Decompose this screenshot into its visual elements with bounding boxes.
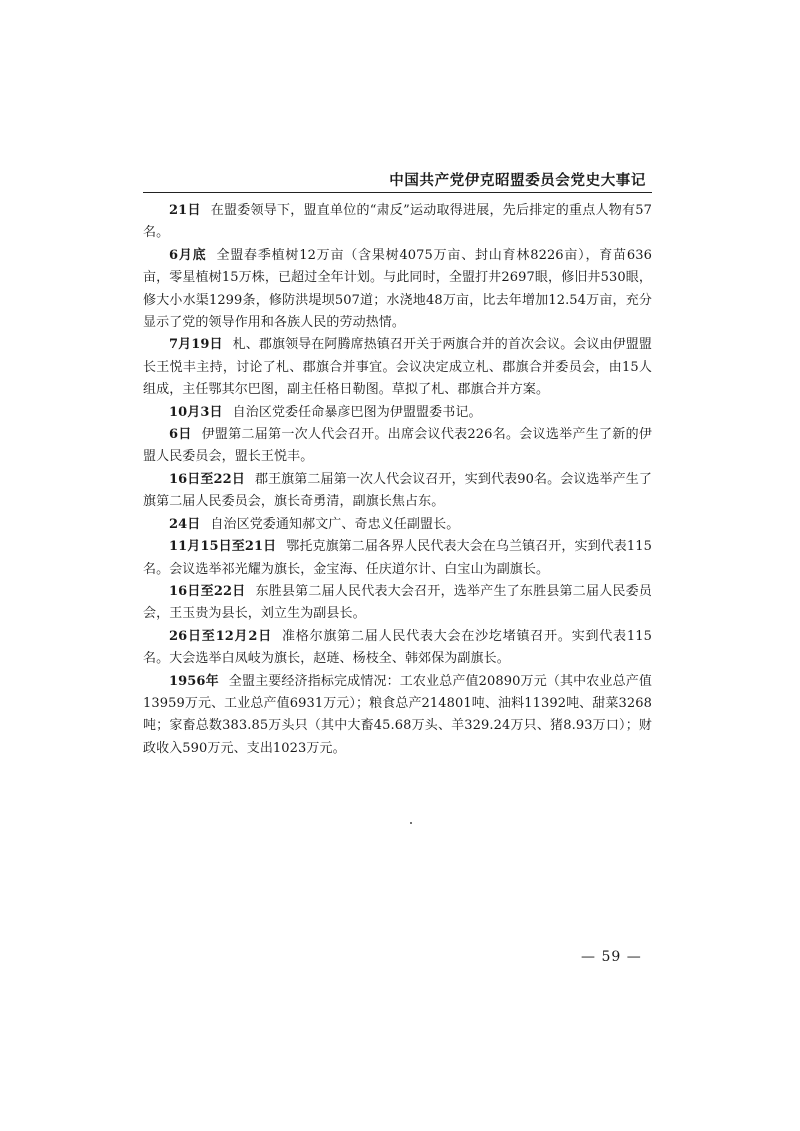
chronicle-entry <box>143 469 652 514</box>
entry-text: 在盟委领导下，盟直单位的“肃反”运动取得进展，先后排定的重点人物有57名。 <box>143 203 652 241</box>
chronicle-entry <box>143 514 652 536</box>
entry-date: 6月底 <box>169 247 207 263</box>
scan-speck <box>410 822 412 824</box>
entry-text: 自治区党委通知郝文广、奇忠义任副盟长。 <box>210 516 460 532</box>
running-header-title: 中国共产党伊克昭盟委员会党史大事记 <box>389 172 646 189</box>
chronicle-entry <box>143 581 652 626</box>
chronicle-body <box>143 200 652 760</box>
entry-date: 7月19日 <box>169 337 223 353</box>
running-header <box>143 166 652 193</box>
entry-date: 16日至22日 <box>169 583 246 599</box>
entry-date: 16日至22日 <box>169 471 245 487</box>
entry-text: 自治区党委任命暴彦巴图为伊盟盟委书记。 <box>232 404 482 420</box>
chronicle-entry <box>143 671 652 761</box>
page-number: — 59 — <box>581 949 642 965</box>
chronicle-entry <box>143 245 652 335</box>
entry-text: 札、郡旗领导在阿腾席热镇召开关于两旗合并的首次会议。会议由伊盟盟长王悦丰主持，讨论了札、郡旗合并事宜。会议决定成立札、郡旗合并委员会，由15人组成，主任鄂其尔巴图，副主任格日勒图。草拟了札、郡旗合并方案。 <box>143 337 652 398</box>
chronicle-entry <box>143 424 652 469</box>
entry-date: 26日至12月2日 <box>169 628 272 644</box>
chronicle-entry <box>143 200 652 245</box>
entry-text: 东胜县第二届人民代表大会召开，选举产生了东胜县第二届人民委员会，王玉贵为县长，刘立生为副县长。 <box>143 583 652 622</box>
entry-date: 24日 <box>169 516 201 532</box>
chronicle-entry <box>143 402 652 424</box>
entry-date: 1956年 <box>169 673 219 689</box>
entry-text: 伊盟第二届第一次人代会召开。出席会议代表226名。会议选举产生了新的伊盟人民委员会，盟长王悦丰。 <box>143 427 652 465</box>
entry-text: 鄂托克旗第二届各界人民代表大会在乌兰镇召开，实到代表115名。会议选举祁光耀为旗长，金宝海、任庆道尔计、白宝山为副旗长。 <box>143 539 652 577</box>
entry-text: 准格尔旗第二届人民代表大会在沙圪堵镇召开。实到代表115名。大会选举白凤岐为旗长，赵琏、杨枝全、韩郊保为副旗长。 <box>143 628 652 667</box>
entry-date: 21日 <box>169 203 201 218</box>
entry-date: 11月15日至21日 <box>169 539 277 555</box>
entry-text: 全盟春季植树12万亩（含果树4075万亩、封山育林8226亩），育苗636亩，零星植树15万株，已超过全年计划。与此同时，全盟打井2697眼，修旧井530眼，修大小水渠1299条，修防洪堤坝507道；水浇地48万亩，比去年增加12.54万亩，充分显示了党的领导作用和各族人民的劳动热情。 <box>143 247 652 331</box>
chronicle-entry <box>143 334 652 401</box>
entry-text: 郡王旗第二届第一次人代会议召开，实到代表90名。会议选举产生了旗第二届人民委员会，旗长奇勇清，副旗长焦占东。 <box>143 471 652 510</box>
entry-date: 6日 <box>169 427 192 443</box>
entry-text: 全盟主要经济指标完成情况：工农业总产值20890万元（其中农业总产值13959万元、工业总产值6931万元）；粮食总产214801吨、油料11392吨、甜菜3268吨；家畜总数383.85万头只（其中大畜45.68万头、羊329.24万只、猪8.93万口）；财政收入590万元、支出1023万元。 <box>143 673 652 756</box>
chronicle-entry <box>143 626 652 671</box>
entry-date: 10月3日 <box>169 404 223 420</box>
chronicle-entry <box>143 536 652 581</box>
